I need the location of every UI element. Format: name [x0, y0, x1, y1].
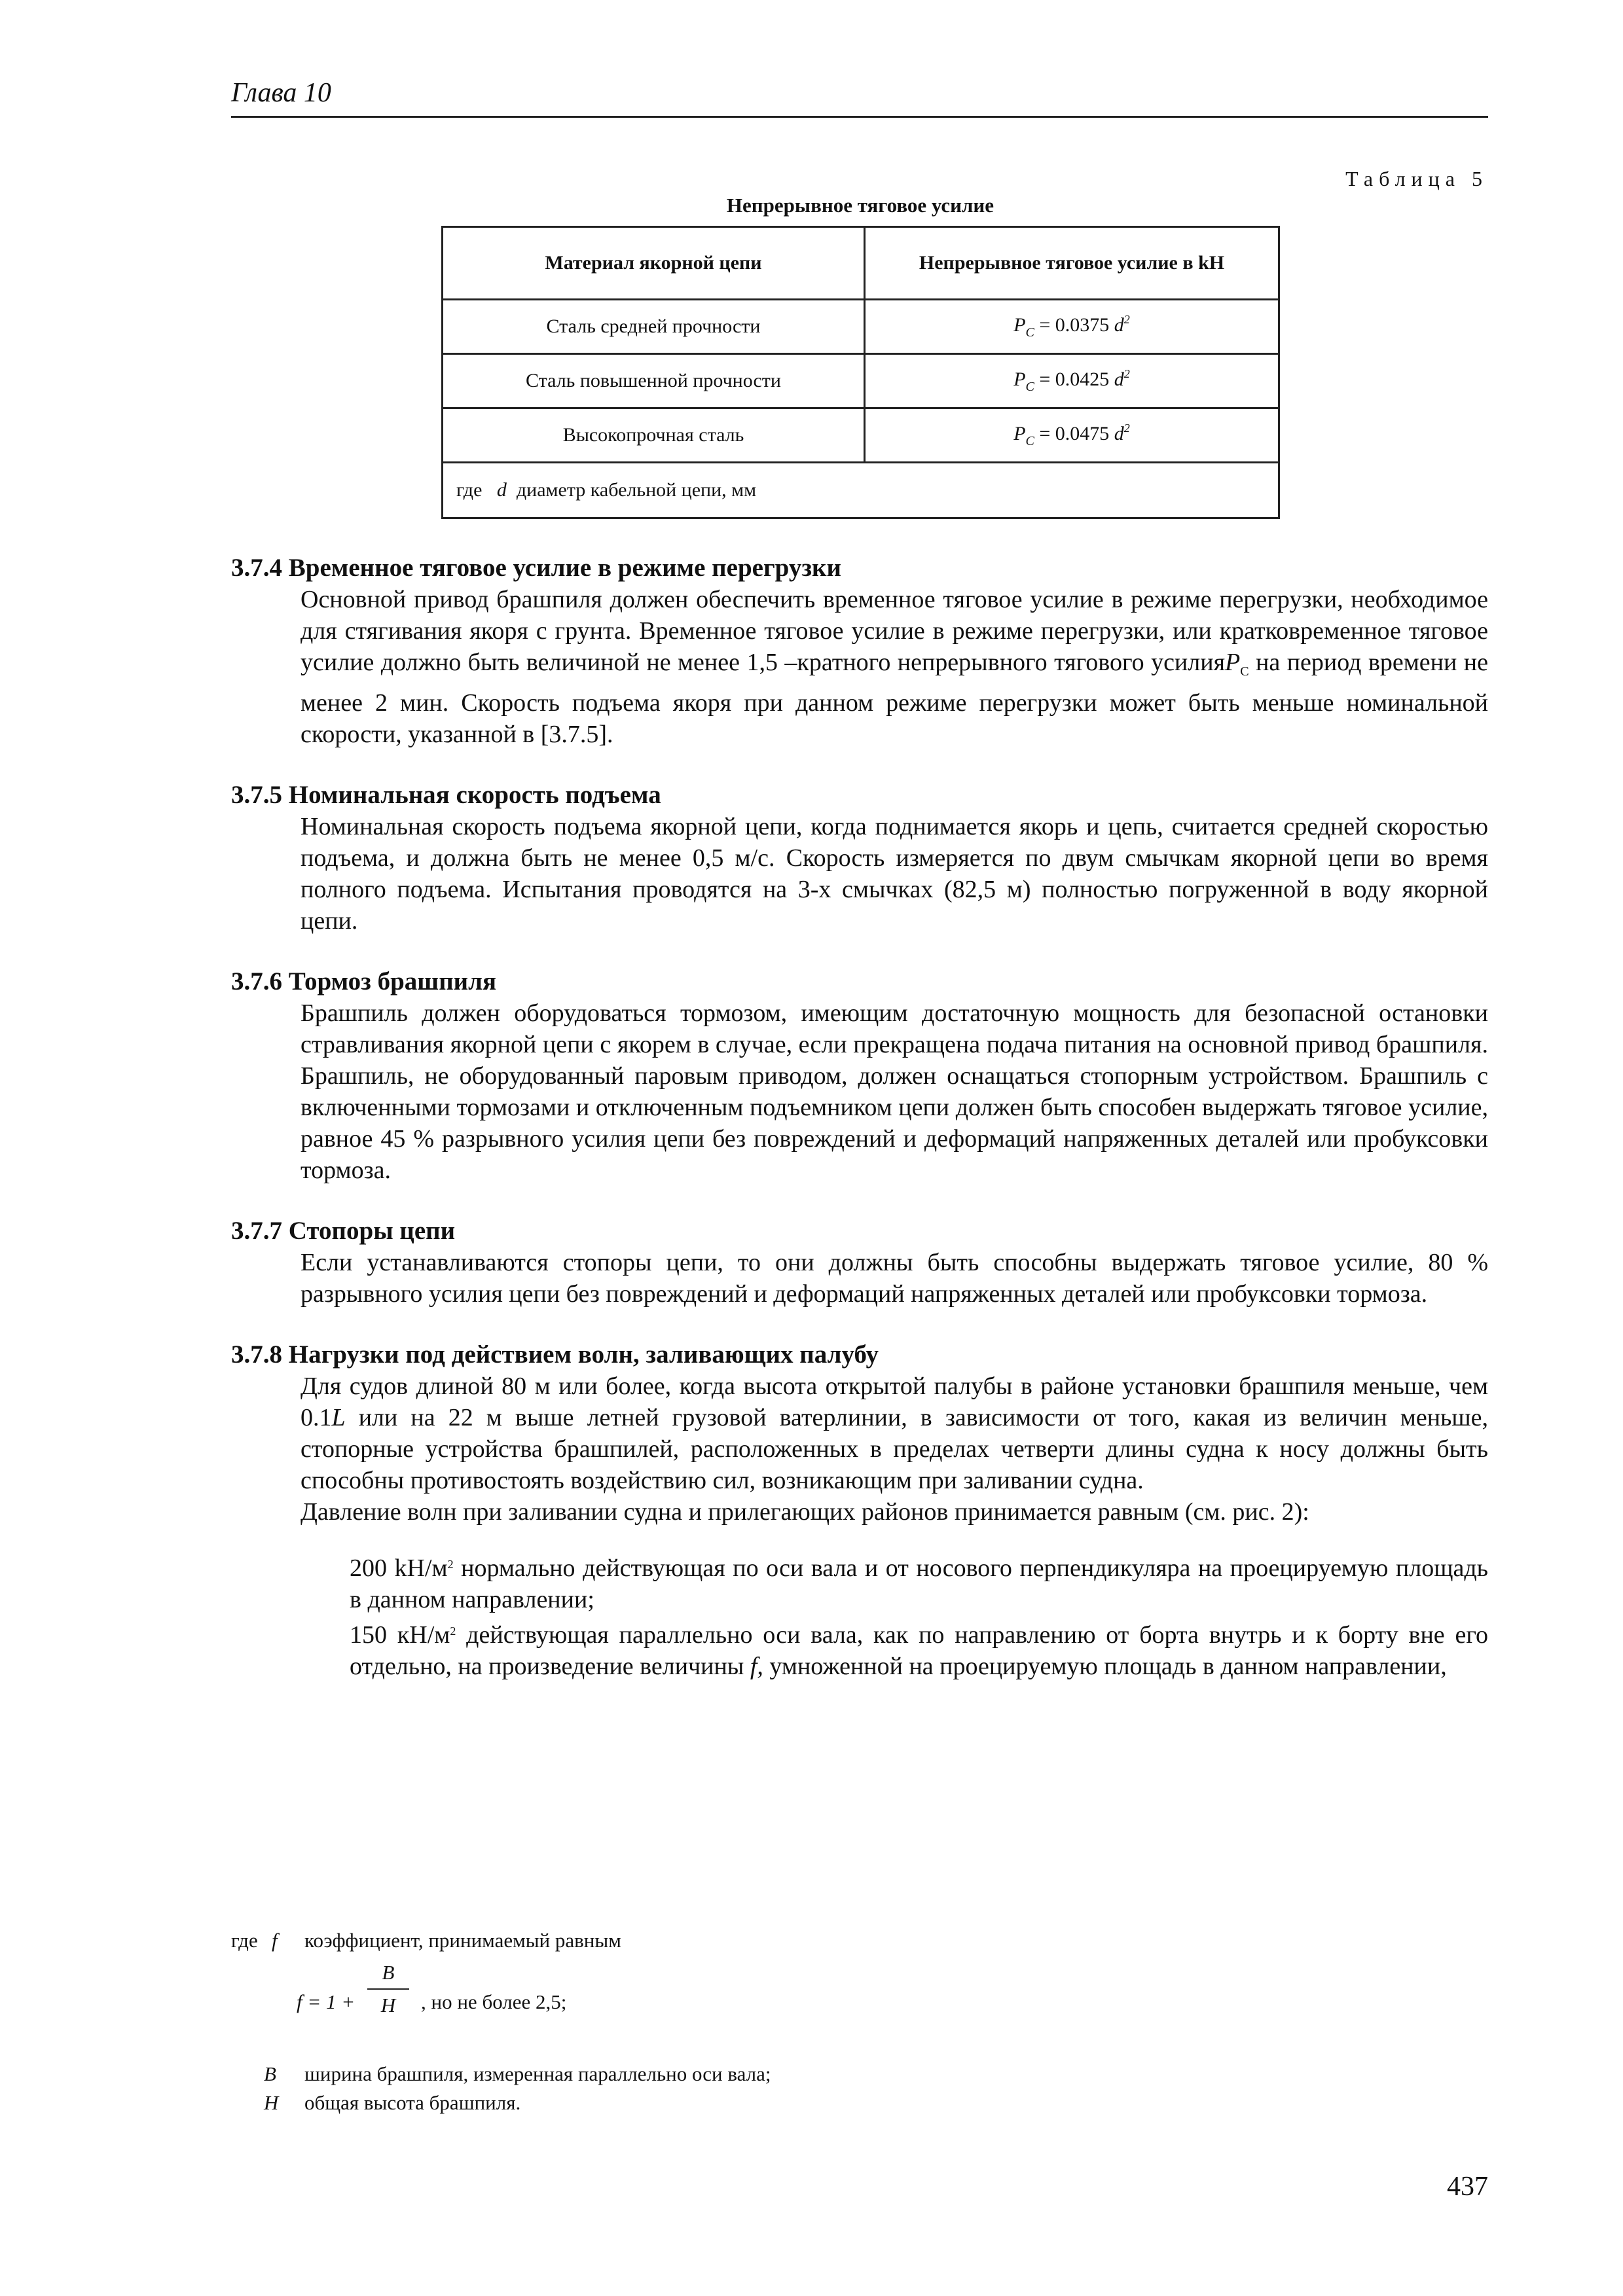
section-heading: 3.7.7 Стопоры цепи [231, 1217, 456, 1245]
pressure-value: 200 kH/м [350, 1554, 448, 1582]
formula-cell [865, 408, 1279, 463]
formula-rhs: , но не более 2,5; [421, 1990, 567, 2013]
definitions [231, 1928, 1213, 2119]
definition-symbol: B [264, 2062, 276, 2085]
definition-symbol: H [264, 2091, 279, 2114]
header-rule [231, 116, 1488, 118]
fraction-denominator: H [380, 1994, 396, 2017]
formula-symbol: P [1013, 314, 1026, 336]
section-3-7-4 [231, 552, 1488, 750]
paragraph-text: или на 22 м выше летней грузовой ватерлинии, в зависимости от того, какая из величин меньше, стопорные устройства брашпилей, расположенных в пределах четверти длины судна к носу должны быть способны противостоять воздействию сил, возникающим при заливании судна. [301, 1404, 1488, 1494]
formula-variable: d [1114, 368, 1124, 390]
definition-b [231, 2061, 1213, 2090]
pressure-text: действующая параллельно оси вала, как по направлению от борта внутрь и к борту вне его отдельно, на произведение величины [350, 1621, 1488, 1680]
main-text [231, 552, 1488, 1712]
material-cell: Сталь средней прочности [443, 300, 865, 354]
traction-table [441, 226, 1280, 519]
table-note [443, 463, 1279, 518]
fraction-numerator: B [382, 1961, 395, 1984]
formula-lhs: f = 1 + [297, 1990, 356, 2013]
definition-text: коэффициент, принимаемый равным [304, 1929, 621, 1952]
section-paragraph: Если устанавливаются стопоры цепи, то они должны быть способны выдержать тяговое усилие, 80 % разрывного усилия цепи без повреждений и деформаций напряженных деталей или пробуксовки тормоза. [301, 1249, 1488, 1308]
formula-variable: d [1114, 314, 1124, 336]
paragraph-text: Основной привод брашпиля должен обеспечить временное тяговое усилие в режиме перегрузки, необходимое для стягивания якоря с грунта. Временное тяговое усилие в режиме перегрузки, или кратковременное тяговое усилие должно быть величиной не менее 1,5 –кратного непрерывного тягового усилия [301, 586, 1488, 676]
definition-f [231, 1928, 1213, 1956]
f-formula [231, 1956, 1213, 2061]
table-row [443, 300, 1279, 354]
section-3-7-5 [231, 780, 1488, 937]
formula-fraction [367, 1960, 409, 2018]
section-paragraph: Номинальная скорость подъема якорной цепи, когда поднимается якорь и цепь, считается средней скоростью подъема, и должна быть не менее 0,5 м/с. Скорость измеряется по двум смычкам якорной цепи во время полного подъема. Испытания проводятся на 3-х смычках (82,5 м) полностью погруженной в воду якорной цепи. [301, 813, 1488, 935]
section-heading: 3.7.8 Нагрузки под действием волн, заливающих палубу [231, 1340, 879, 1369]
definition-text: ширина брашпиля, измеренная параллельно оси вала; [304, 2062, 771, 2085]
formula-coefficient: 0.0475 [1055, 423, 1110, 444]
formula-exponent: 2 [1123, 367, 1130, 380]
note-text: диаметр кабельной цепи, мм [516, 479, 757, 501]
unit-exponent: 2 [447, 1558, 454, 1571]
section-paragraph [301, 584, 1488, 750]
definition-symbol: f [272, 1929, 278, 1952]
formula-coefficient: 0.0425 [1055, 368, 1110, 390]
table-row [443, 408, 1279, 463]
pressure-item [350, 1549, 1488, 1615]
paragraph-text: на период времени не менее 2 мин. Скорость подъема якоря при данном режиме перегрузки может быть меньше номинальной скорости, указанной в [3.7.5]. [301, 649, 1488, 748]
formula-exponent: 2 [1123, 422, 1130, 435]
pressure-text: нормально действующая по оси вала и от носового перпендикуляра на проецируемую площадь в данном направлении; [350, 1554, 1489, 1613]
table-row [443, 354, 1279, 408]
paragraph-text: Для судов длиной 80 м или более, когда высота открытой палубы в районе установки брашпиля меньше, чем 0.1 [301, 1372, 1488, 1431]
formula-cell [865, 354, 1279, 408]
column-header-force: Непрерывное тяговое усилие в kH [865, 227, 1279, 300]
section-3-7-6 [231, 966, 1488, 1186]
note-where: где [456, 479, 483, 501]
page-number: 437 [1447, 2172, 1488, 2202]
unit-exponent: 2 [450, 1624, 456, 1638]
section-3-7-8 [231, 1339, 1488, 1682]
material-cell: Высокопрочная сталь [443, 408, 865, 463]
formula-variable: d [1114, 423, 1124, 444]
formula-coefficient: 0.0375 [1055, 314, 1110, 336]
table-note-row [443, 463, 1279, 518]
formula-subscript: C [1025, 380, 1034, 394]
definition-h [231, 2090, 1213, 2119]
inline-symbol: P [1225, 649, 1241, 676]
pressure-item [350, 1615, 1488, 1682]
formula-exponent: 2 [1123, 313, 1130, 326]
section-heading: 3.7.6 Тормоз брашпиля [231, 967, 497, 996]
formula-symbol: P [1013, 423, 1026, 444]
formula-subscript: C [1025, 325, 1034, 340]
running-head: Глава 10 [231, 78, 331, 108]
table-caption: Непрерывное тяговое усилие [726, 194, 994, 217]
section-paragraph: Давление волн при заливании судна и прилегающих районов принимается равным (см. рис. 2): [301, 1498, 1309, 1526]
formula-symbol: P [1013, 368, 1026, 390]
formula-equals: = [1034, 314, 1055, 336]
formula-equals: = [1034, 368, 1055, 390]
pressure-text: умноженной на проецируемую площадь в данном направлении, [763, 1653, 1447, 1680]
section-heading: 3.7.4 Временное тяговое усилие в режиме перегрузки [231, 554, 841, 582]
where-label: где [231, 1929, 258, 1952]
table-header-row [443, 227, 1279, 300]
section-3-7-7 [231, 1215, 1488, 1310]
definition-text: общая высота брашпиля. [304, 2091, 521, 2114]
inline-subscript: C [1240, 664, 1249, 679]
inline-symbol: f, [750, 1653, 763, 1680]
column-header-material: Материал якорной цепи [443, 227, 865, 300]
formula-cell [865, 300, 1279, 354]
material-cell: Сталь повышенной прочности [443, 354, 865, 408]
section-heading: 3.7.5 Номинальная скорость подъема [231, 781, 661, 809]
formula-subscript: C [1025, 434, 1034, 448]
formula-equals: = [1034, 423, 1055, 444]
inline-symbol: L [331, 1404, 346, 1431]
section-paragraph [301, 1371, 1488, 1496]
table-label: Таблица 5 [1345, 167, 1488, 190]
section-paragraph: Брашпиль должен оборудоваться тормозом, имеющим достаточную мощность для безопасной остановки стравливания якорной цепи с якорем в случае, если прекращена подача питания на основной привод брашпиля. Брашпиль, не оборудованный паровым приводом, должен оснащаться стопорным устройством. Брашпиль с включенными тормозами и отключенным подъемником цепи должен быть способен выдержать тяговое усилие, равное 45 % разрывного усилия цепи без повреждений и деформаций напряженных деталей или пробуксовки тормоза. [301, 999, 1488, 1184]
pressure-value: 150 кН/м [350, 1621, 450, 1649]
fraction-bar [367, 1988, 409, 1990]
note-symbol: d [496, 479, 507, 501]
spacer [231, 1528, 1488, 1549]
